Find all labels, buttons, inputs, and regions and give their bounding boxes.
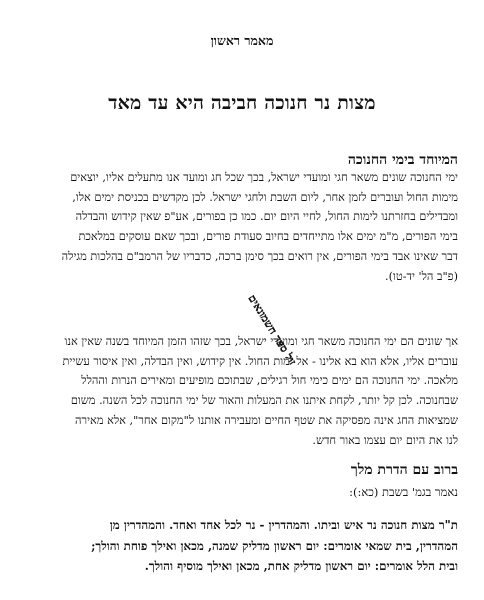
paragraph-line: שמציאות החג אינה מפסיקה את שטף החיים ומעבירה אותנו ל"מקום אחר", אלא מאירה (75, 413, 458, 427)
library-stamp: זול ספר חשמונאים (245, 292, 299, 368)
section-heading-special-days: המיוחד בימי החנוכה (347, 152, 458, 168)
paragraph-2 (24, 332, 458, 450)
paragraph-line: מלאכה. ימי החנוכה הם ימים כימי חול רגילים, שבתוכם מופיעים ומאירים הנרות וההלל (81, 374, 458, 388)
quote-line: ובית הלל אומרים: יום ראשון מדליק אחת, מכאן ואילך מוסיף והולך. (144, 559, 458, 573)
talmud-quote (22, 515, 458, 577)
paragraph-line: מימות החול ועוברים לזמן אחר, ליום השבת ולחגי ישראל. לכן מקדשים בכניסת ימים אלו, (72, 190, 458, 204)
paragraph-line: ימי החנוכה שונים משאר חגי ומועדי ישראל, בכך שכל חג ומועד אנו מתעלים אליו, יוצאים (70, 171, 458, 184)
quote-line: המהדרין, בית שמאי אומרים: יום ראשון מדליק שמנה, מכאן ואילך פוחת והולך; (91, 538, 458, 553)
paragraph-line: עוברים אליו, אלא הוא בא אלינו - אל ימות החול. אין קידוש, ואין הבדלה, ואין איסור עשיית (62, 354, 458, 368)
paragraph-line: לנו את היום יום עצמו באור חדש. (312, 433, 458, 447)
quote-line: ת"ר מצות חנוכה נר איש וביתו. והמהדרין - נר לכל אחד ואחד. והמהדרין מן (109, 518, 458, 532)
page-title: מצות נר חנוכה חביבה היא עד מאד (108, 92, 376, 114)
paragraph-line: בימי הפורים, מ"מ ימים אלו מתייחדים בחיוב סעודת פורים, ובכך שאם עוסקים במלאכת (78, 230, 458, 244)
source-citation: נאמר בגמ' בשבת (כא:): (349, 485, 458, 499)
paragraph-line: (פ"ב הל' יד-טו). (385, 269, 458, 283)
paragraph-line: דבר שאינו אבד בימי הפורים, אין רואים בכך סימן ברכה, כדבריו של הרמב"ם בהלכות מגילה (61, 249, 458, 263)
article-header: מאמר ראשון (210, 33, 274, 48)
paragraph-line: שבחנוכה. לכן קל יותר, לקחת איתנו את המעלות והאור של ימי החנוכה לכל השנה. משום (70, 394, 458, 408)
paragraph-line: ומבדילים בחזרתנו לימות החול, לחיי היום יום. כמו כן בפורים, אע"פ שאין קידוש והבדלה (75, 210, 458, 224)
paragraph-line: אך שונים הם ימי החנוכה משאר חגי ומועדי ישראל, בכך שזהו הזמן המיוחד בשנה שאין אנו (64, 335, 458, 348)
section-heading-king: ברוב עם הדרת מלך (350, 462, 458, 478)
